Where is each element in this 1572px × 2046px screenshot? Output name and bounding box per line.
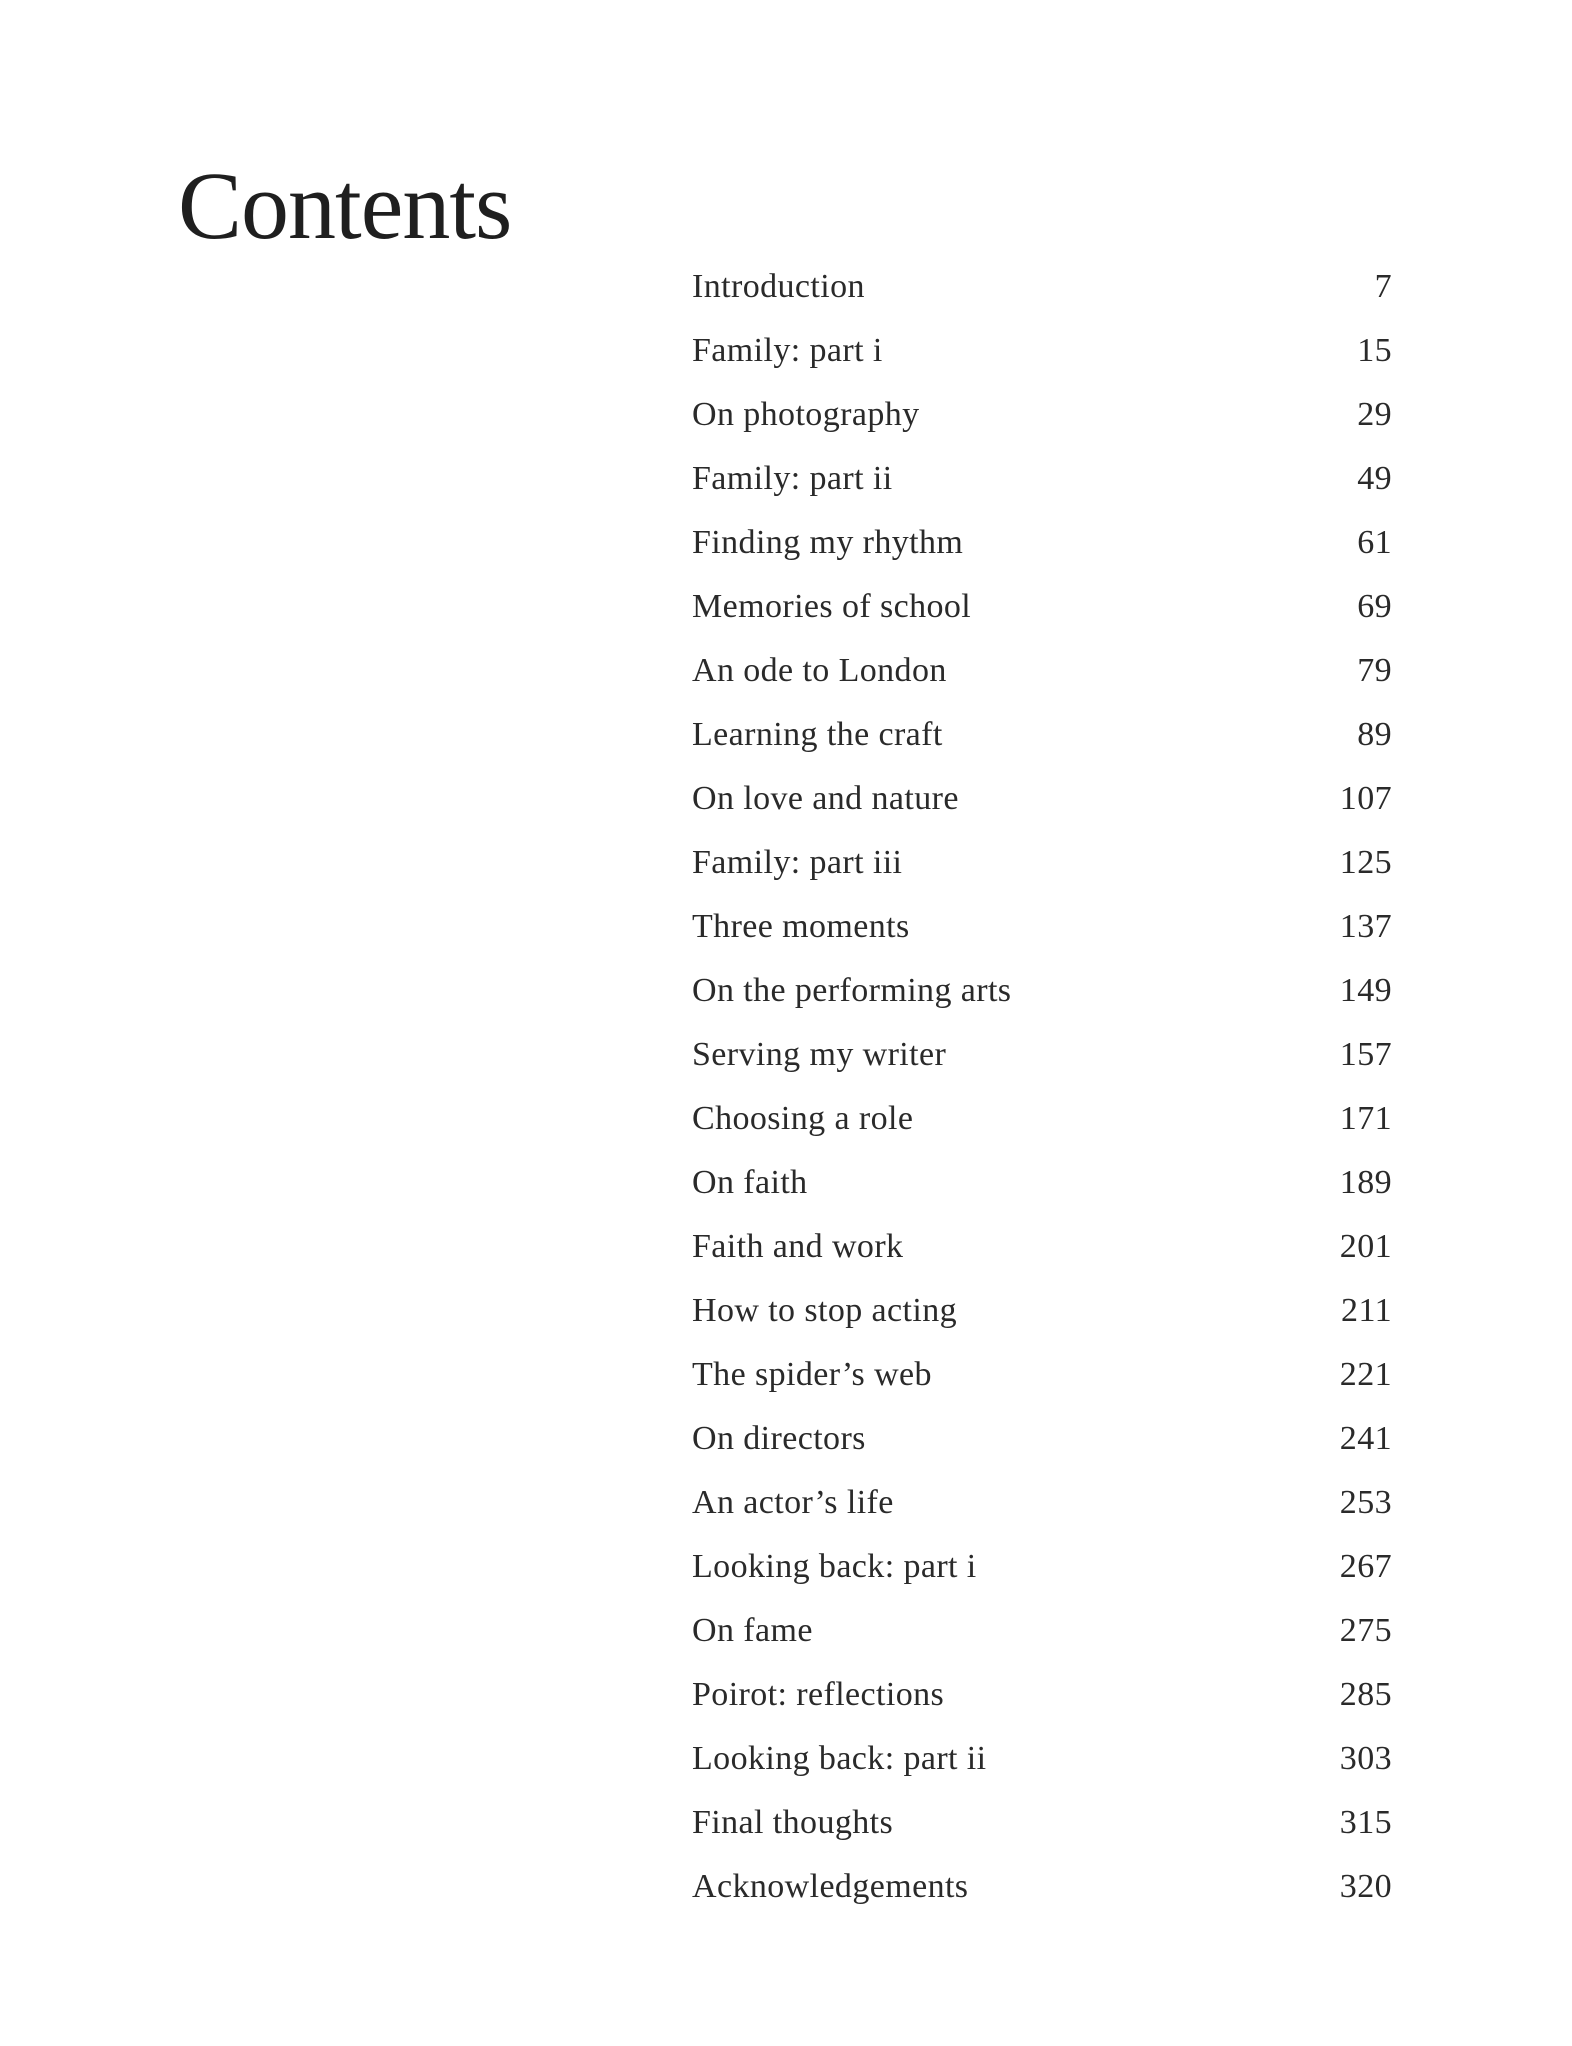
toc-entry-title: An actor’s life — [692, 1484, 894, 1521]
toc-entry-title: Family: part ii — [692, 460, 893, 497]
toc-entry-title: Family: part i — [692, 332, 883, 369]
toc-entry-page: 275 — [1339, 1612, 1392, 1649]
toc-entry-page: 211 — [1341, 1292, 1392, 1329]
toc-entry-page: 253 — [1339, 1484, 1392, 1521]
toc-entry-page: 79 — [1357, 652, 1392, 689]
toc-entry-page: 125 — [1339, 844, 1392, 881]
toc-entry[interactable] — [692, 959, 1392, 1023]
toc-entry[interactable] — [692, 1023, 1392, 1087]
toc-entry-page: 137 — [1339, 908, 1392, 945]
toc-entry[interactable] — [692, 1727, 1392, 1791]
toc-entry-title: Poirot: reflections — [692, 1676, 945, 1713]
toc-entry-title: Family: part iii — [692, 844, 903, 881]
toc-entry-page: 29 — [1357, 396, 1392, 433]
toc-entry-page: 7 — [1374, 268, 1392, 305]
toc-entry-page: 15 — [1357, 332, 1392, 369]
toc-entry-page: 49 — [1357, 460, 1392, 497]
toc-entry-page: 61 — [1357, 524, 1392, 561]
toc-entry-page: 201 — [1339, 1228, 1392, 1265]
toc-entry-title: Introduction — [692, 268, 865, 305]
toc-entry-title: Faith and work — [692, 1228, 904, 1265]
toc-entry[interactable] — [692, 1279, 1392, 1343]
toc-entry-title: The spider’s web — [692, 1356, 932, 1393]
toc-entry[interactable] — [692, 831, 1392, 895]
page-title: Contents — [178, 152, 512, 259]
toc-entry[interactable] — [692, 1087, 1392, 1151]
toc-entry-title: Final thoughts — [692, 1804, 894, 1841]
toc-entry-title: Learning the craft — [692, 716, 943, 753]
toc-entry-title: How to stop acting — [692, 1292, 958, 1329]
toc-entry-page: 315 — [1339, 1804, 1392, 1841]
toc-entry-title: On directors — [692, 1420, 866, 1457]
toc-entry[interactable] — [692, 575, 1392, 639]
toc-entry-title: On the performing arts — [692, 972, 1012, 1009]
toc-entry-page: 89 — [1357, 716, 1392, 753]
toc-entry-title: Acknowledgements — [692, 1868, 969, 1905]
toc-entry[interactable] — [692, 703, 1392, 767]
toc-entry-page: 285 — [1339, 1676, 1392, 1713]
toc-entry-title: On fame — [692, 1612, 813, 1649]
toc-entry[interactable] — [692, 1599, 1392, 1663]
toc-entry-page: 149 — [1339, 972, 1392, 1009]
toc-entry[interactable] — [692, 511, 1392, 575]
toc-entry-page: 221 — [1339, 1356, 1392, 1393]
toc-entry-page: 189 — [1339, 1164, 1392, 1201]
toc-entry[interactable] — [692, 255, 1392, 319]
toc-entry[interactable] — [692, 1407, 1392, 1471]
toc-entry[interactable] — [692, 383, 1392, 447]
toc-entry-page: 171 — [1339, 1100, 1392, 1137]
toc-entry-title: Choosing a role — [692, 1100, 914, 1137]
toc-entry[interactable] — [692, 1663, 1392, 1727]
toc-entry-page: 157 — [1339, 1036, 1392, 1073]
toc-entry-title: Looking back: part i — [692, 1548, 977, 1585]
toc-entry[interactable] — [692, 1535, 1392, 1599]
toc-entry-title: On love and nature — [692, 780, 959, 817]
table-of-contents — [692, 255, 1392, 1919]
toc-entry[interactable] — [692, 1471, 1392, 1535]
toc-entry-title: Finding my rhythm — [692, 524, 964, 561]
toc-entry-title: Three moments — [692, 908, 910, 945]
toc-entry-title: Memories of school — [692, 588, 972, 625]
toc-entry[interactable] — [692, 1215, 1392, 1279]
toc-entry-title: Looking back: part ii — [692, 1740, 987, 1777]
toc-entry-title: Serving my writer — [692, 1036, 947, 1073]
toc-entry[interactable] — [692, 639, 1392, 703]
toc-entry-page: 241 — [1339, 1420, 1392, 1457]
toc-entry[interactable] — [692, 1151, 1392, 1215]
toc-entry-page: 320 — [1339, 1868, 1392, 1905]
toc-entry-title: On photography — [692, 396, 920, 433]
toc-entry[interactable] — [692, 447, 1392, 511]
toc-entry-title: On faith — [692, 1164, 808, 1201]
toc-entry[interactable] — [692, 895, 1392, 959]
toc-entry[interactable] — [692, 767, 1392, 831]
toc-entry[interactable] — [692, 1855, 1392, 1919]
toc-entry[interactable] — [692, 319, 1392, 383]
toc-entry-title: An ode to London — [692, 652, 947, 689]
toc-entry-page: 303 — [1339, 1740, 1392, 1777]
toc-entry-page: 267 — [1339, 1548, 1392, 1585]
toc-entry[interactable] — [692, 1343, 1392, 1407]
toc-entry-page: 107 — [1339, 780, 1392, 817]
toc-entry-page: 69 — [1357, 588, 1392, 625]
toc-entry[interactable] — [692, 1791, 1392, 1855]
